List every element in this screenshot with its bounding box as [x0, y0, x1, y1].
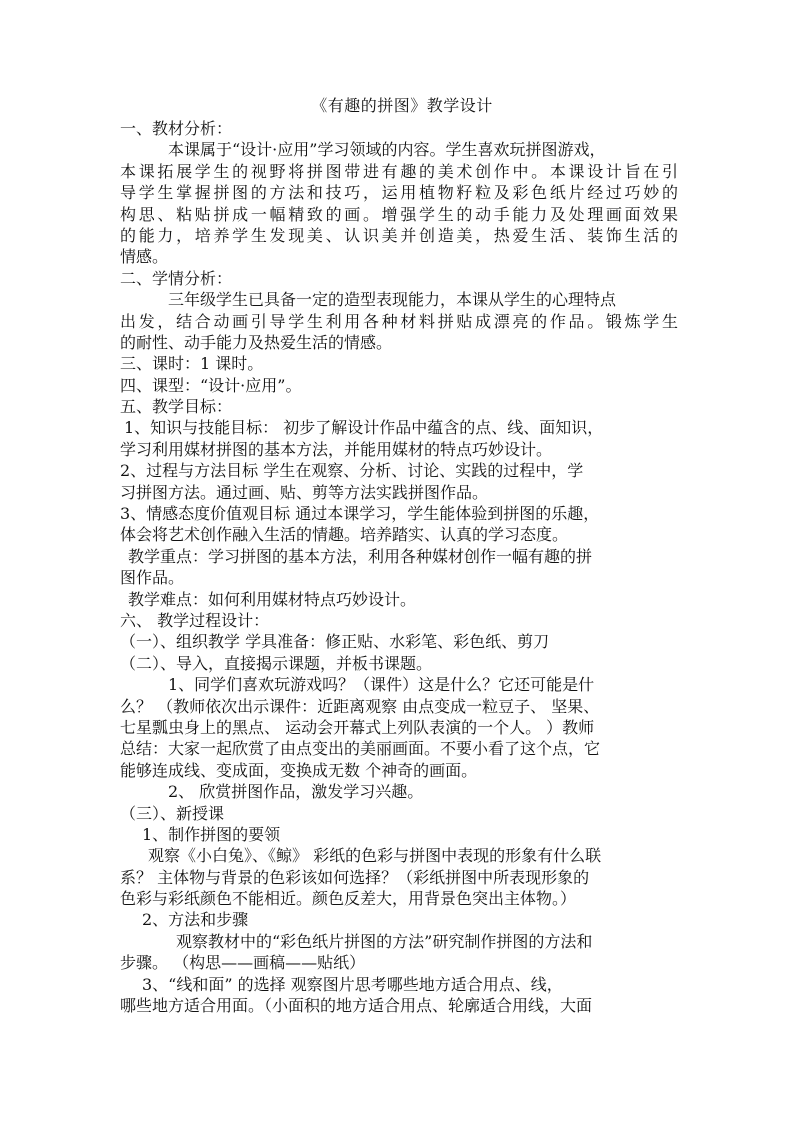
process-line: （一）、组织教学 学具准备：修正贴、水彩笔、彩色纸、剪刀: [120, 632, 550, 652]
section-heading: （三）、新授课: [120, 803, 225, 823]
paragraph-line: 出发，结合动画引导学生利用各种材料拼贴成漂亮的作品。锻炼学生: [120, 311, 678, 331]
process-line: （二）、导入，直接揭示课题，并板书课题。: [120, 653, 433, 673]
key-point-line: 图作品。: [120, 568, 185, 588]
process-line: 色彩与彩纸颜色不能相近。颜色反差大，用背景色突出主体物。）: [120, 889, 577, 909]
section-heading: 四、课型：“设计·应用”。: [120, 375, 302, 395]
section-heading: 三、课时：1 课时。: [120, 354, 264, 374]
paragraph-line: 的能力，培养学生发现美、认识美并创造美，热爱生活、装饰生活的: [120, 225, 678, 245]
key-point-line: 教学重点：学习拼图的基本方法，利用各种媒材创作一幅有趣的拼: [128, 546, 593, 566]
process-line: 3、“线和面” 的选择 观察图片思考哪些地方适合用点、线，: [142, 974, 563, 994]
paragraph-line: 构思、粘贴拼成一幅精致的画。增强学生的动手能力及处理画面效果: [120, 204, 678, 224]
document-title: 《有趣的拼图》教学设计: [311, 96, 493, 115]
process-line: 系？ 主体物与背景的色彩该如何选择？（彩纸拼图中所表现形象的: [120, 867, 590, 887]
process-line: 步骤。 （构思——画稿——贴纸）: [120, 953, 366, 973]
objective-line: 学习利用媒材拼图的基本方法，并能用媒材的特点巧妙设计。: [120, 439, 553, 459]
section-heading: 二、学情分析：: [120, 268, 233, 288]
process-line: 1、同学们喜欢玩游戏吗？（课件）这是什么？它还可能是什: [168, 675, 595, 695]
process-line: 七星瓢虫身上的黑点、 运动会开幕式上列队表演的一个人。 ）教师: [120, 717, 595, 737]
document-body: [120, 118, 678, 1016]
paragraph-line: 情感。: [120, 247, 169, 267]
objective-line: 习拼图方法。通过画、贴、剪等方法实践拼图作品。: [120, 482, 489, 502]
section-heading: 五、教学目标：: [120, 397, 233, 417]
paragraph-line: 导学生掌握拼图的方法和技巧，运用植物籽粒及彩色纸片经过巧妙的: [120, 183, 678, 203]
process-line: 么？ （教师依次出示课件：近距离观察 由点变成一粒豆子、 坚果、: [120, 696, 600, 716]
difficulty-line: 教学难点：如何利用媒材特点巧妙设计。: [128, 589, 417, 609]
paragraph-line: 本课拓展学生的视野将拼图带进有趣的美术创作中。本课设计旨在引: [120, 161, 678, 181]
section-heading: 六、 教学过程设计：: [120, 610, 270, 630]
process-line: 总结：大家一起欣赏了由点变出的美丽画面。不要小看了这个点，它: [120, 739, 601, 759]
process-line: 观察《小白兔》、《鲸》 彩纸的色彩与拼图中表现的形象有什么联: [148, 846, 602, 866]
paragraph-line: 的耐性、动手能力及热爱生活的情感。: [120, 332, 393, 352]
process-line: 哪些地方适合用面。（小面积的地方适合用点、轮廓适合用线，大面: [120, 996, 593, 1016]
subheading-line: 2、方法和步骤: [142, 910, 249, 930]
paragraph-line: 三年级学生已具备一定的造型表现能力，本课从学生的心理特点: [168, 290, 617, 310]
section-heading: 一、教材分析：: [120, 119, 233, 138]
objective-line: 3、情感态度价值观目标 通过本课学习，学生能体验到拼图的乐趣，: [120, 504, 600, 524]
objective-line: 2、过程与方法目标 学生在观察、分析、讨论、实践的过程中，学: [120, 461, 584, 481]
process-line: 2、 欣赏拼图作品，激发学习兴趣。: [168, 782, 424, 802]
objective-line: 1、知识与技能目标： 初步了解设计作品中蕴含的点、线、面知识，: [124, 418, 604, 438]
objective-line: 体会将艺术创作融入生活的情趣。培养踏实、认真的学习态度。: [120, 525, 569, 545]
process-line: 能够连成线、变成面，变换成无数 个神奇的画面。: [120, 760, 478, 780]
paragraph-line: 本课属于“设计·应用”学习领域的内容。学生喜欢玩拼图游戏，: [168, 140, 606, 160]
subheading-line: 1、制作拼图的要领: [142, 824, 281, 844]
process-line: 观察教材中的“彩色纸片拼图的方法”研究制作拼图的方法和: [176, 931, 593, 951]
